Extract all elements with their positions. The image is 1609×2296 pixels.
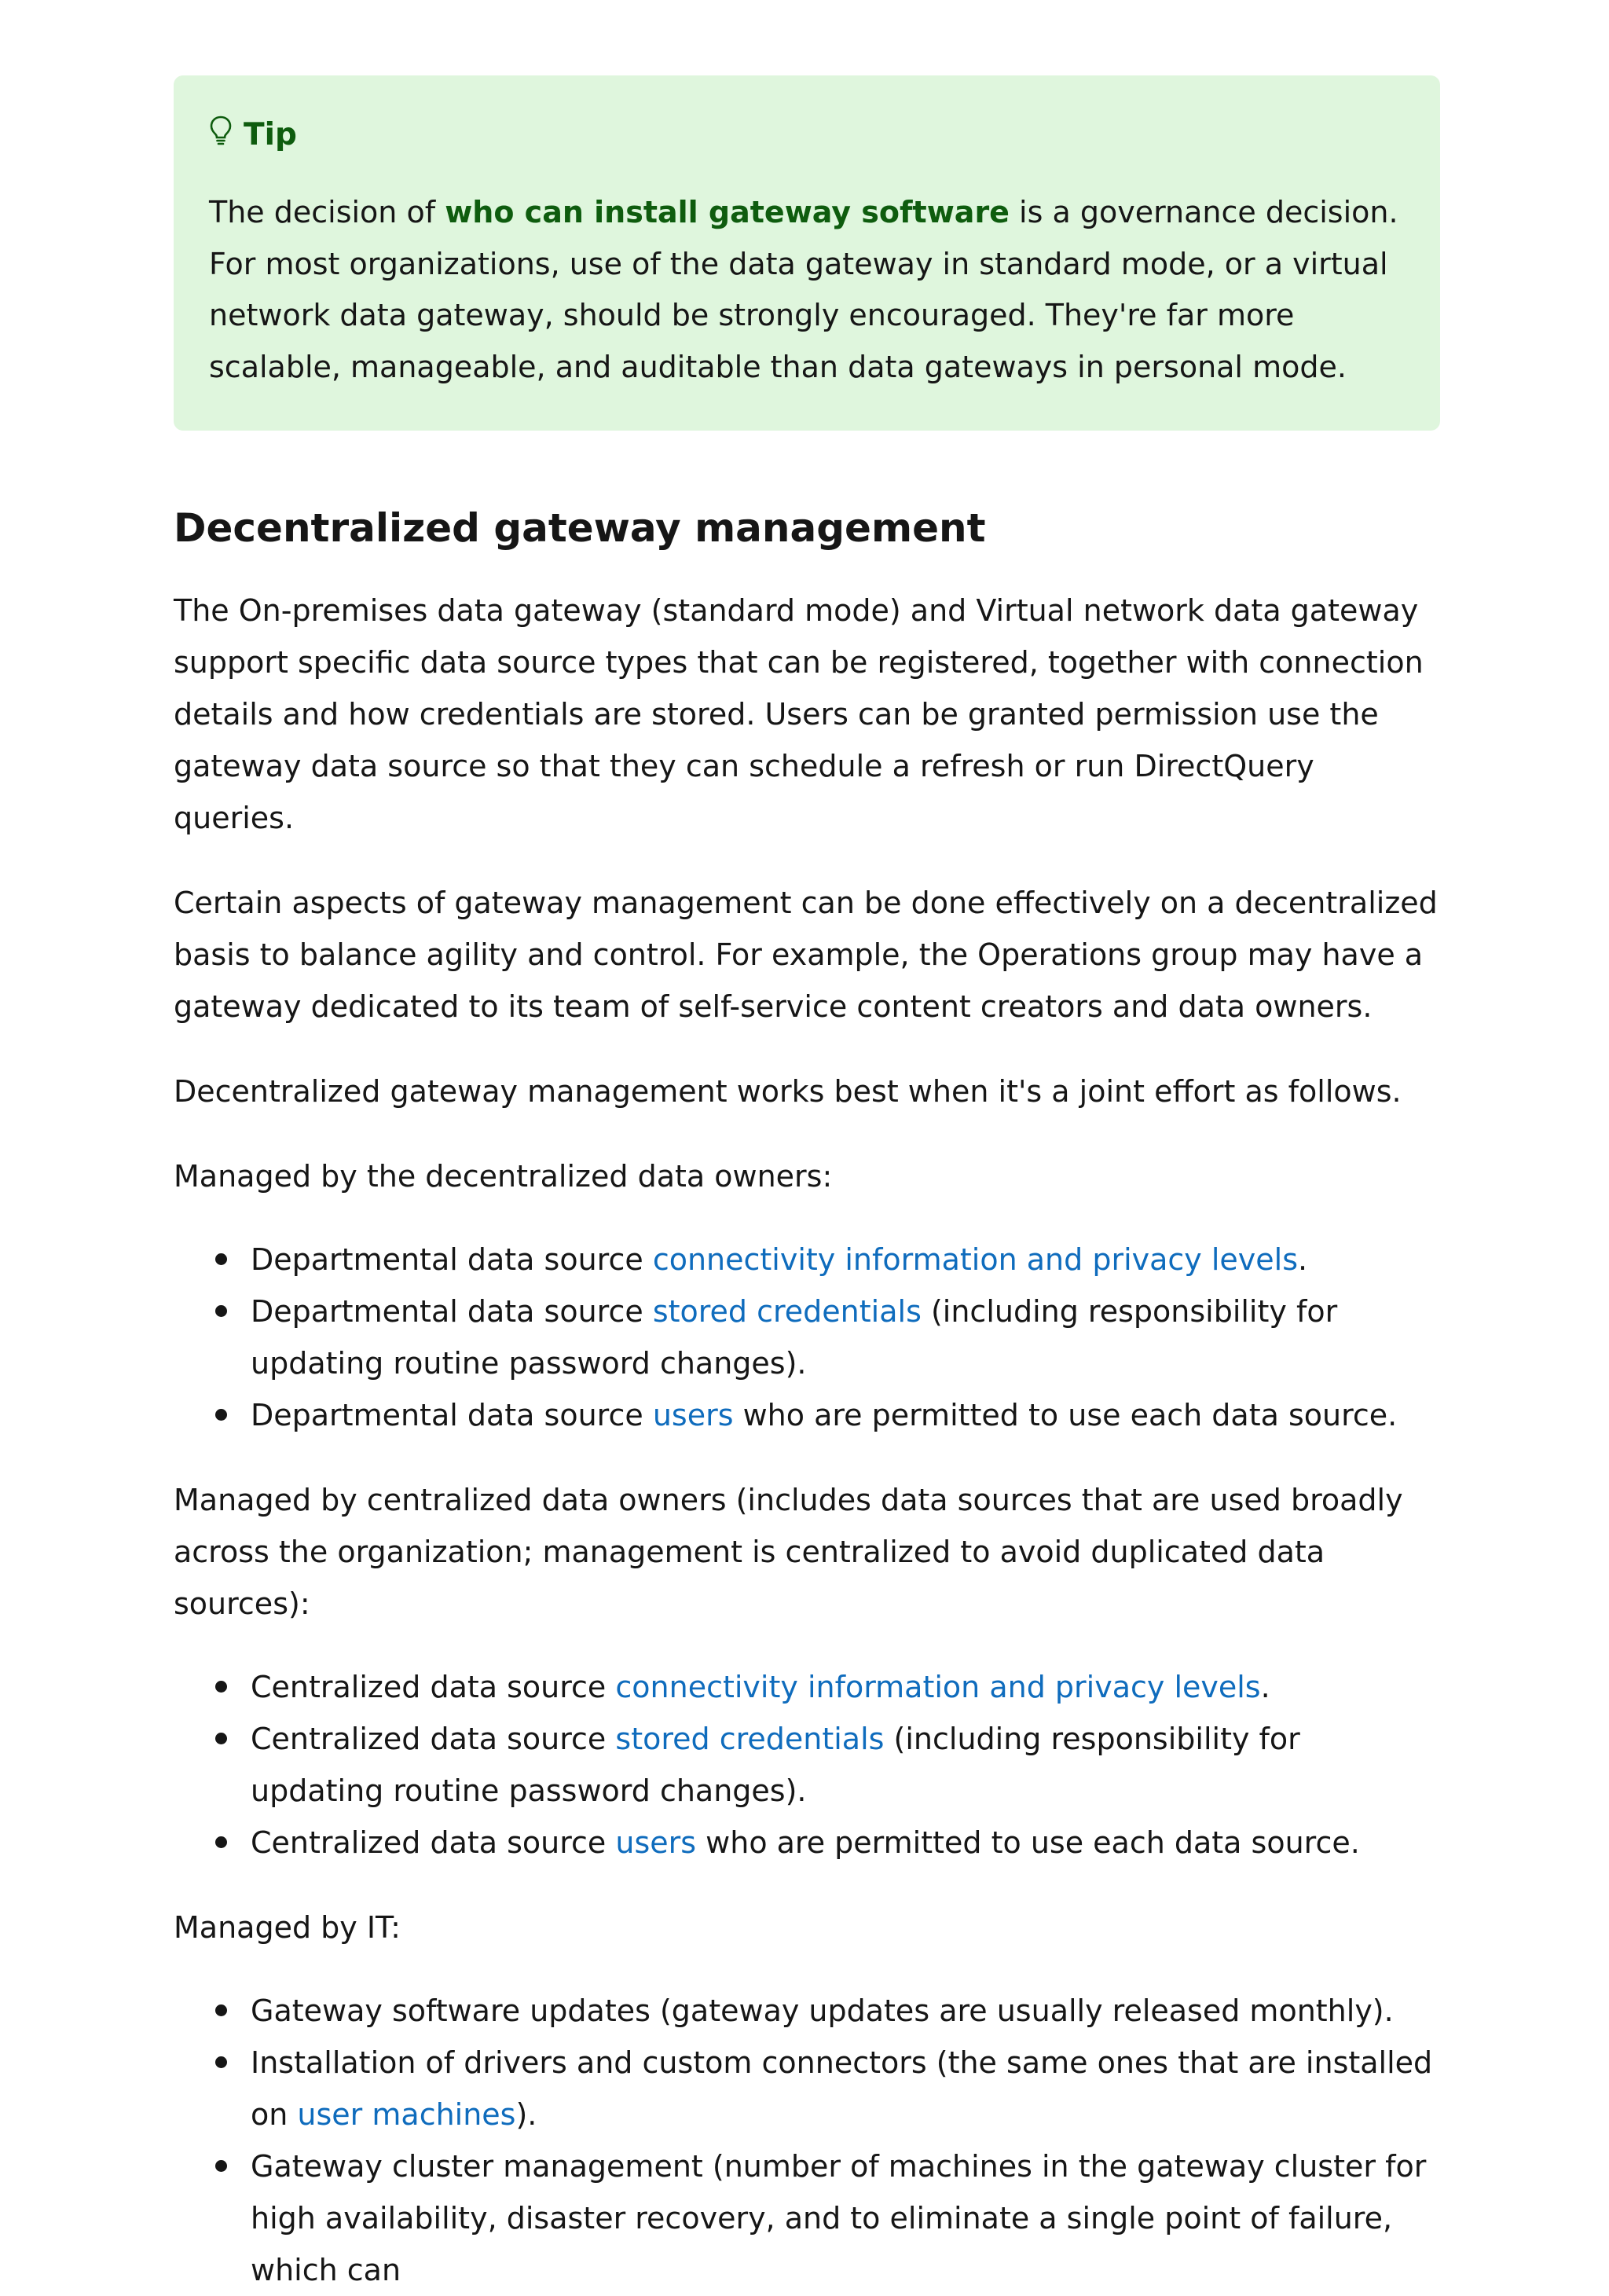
list-item-text: Departmental data source xyxy=(251,1242,653,1277)
centralized-owner-list xyxy=(174,1661,1440,1869)
stored-credentials-link[interactable]: stored credentials xyxy=(615,1722,885,1756)
article-content xyxy=(174,75,1440,2296)
list-item-text: . xyxy=(1298,1242,1308,1277)
tip-header xyxy=(209,112,1402,157)
list-item xyxy=(251,1286,1440,1389)
list-item xyxy=(251,1713,1440,1817)
list-item-text: ). xyxy=(515,2097,537,2132)
list-item xyxy=(251,2140,1440,2296)
lightbulb-icon xyxy=(209,115,244,154)
paragraph-gateway-support: The On-premises data gateway (standard mode) and Virtual network data gateway support specific data source types that can be registered, together with connection details and how credentials are stored. Users can be granted permission use the gateway data source so that they can schedule a refresh or run DirectQuery queries. xyxy=(174,593,1424,835)
user-machines-link[interactable]: user machines xyxy=(297,2097,516,2132)
tip-callout xyxy=(174,75,1440,431)
list-item-text: Centralized data source xyxy=(251,1825,616,1860)
list-item-text: (including responsibility for updating routine password changes). xyxy=(251,1294,1338,1381)
list-item xyxy=(251,1985,1440,2037)
list-item xyxy=(251,1817,1440,1869)
users-link[interactable]: users xyxy=(615,1825,697,1860)
list-item xyxy=(251,2037,1440,2140)
connectivity-privacy-link[interactable]: connectivity information and privacy levels xyxy=(652,1242,1299,1277)
tip-label: Tip xyxy=(244,116,297,152)
users-link[interactable]: users xyxy=(652,1398,734,1432)
it-managed-list xyxy=(174,1985,1440,2296)
decentralized-owner-list xyxy=(174,1234,1440,1441)
list-item-text: (including responsibility for updating routine password changes). xyxy=(251,1722,1300,1808)
list-item-text: Centralized data source xyxy=(251,1722,616,1756)
list-item-text: Centralized data source xyxy=(251,1670,616,1704)
connectivity-privacy-link[interactable]: connectivity information and privacy levels xyxy=(615,1670,1261,1704)
list-item-text: . xyxy=(1260,1670,1270,1704)
tip-text xyxy=(209,187,1402,393)
list-item-text: who are permitted to use each data source. xyxy=(733,1398,1398,1432)
paragraph-decentralized-owners-intro: Managed by the decentralized data owners: xyxy=(174,1159,833,1194)
tip-text-post: is a governance decision. For most organizations, use of the data gateway in standard mode, or a virtual network data gateway, should be strongly encouraged. They're far more scalable, manageable, and auditable than data gateways in personal mode. xyxy=(209,195,1398,384)
list-item xyxy=(251,1389,1440,1441)
list-item-text: Departmental data source xyxy=(251,1398,653,1432)
tip-emphasis: who can install gateway software xyxy=(445,195,1010,229)
list-item-text: who are permitted to use each data source. xyxy=(696,1825,1360,1860)
list-item-text: Gateway software updates (gateway updates are usually released monthly). xyxy=(251,1993,1394,2028)
section-heading: Decentralized gateway management xyxy=(174,505,986,551)
list-item-text: Departmental data source xyxy=(251,1294,653,1329)
tip-text-pre: The decision of xyxy=(209,195,445,229)
stored-credentials-link[interactable]: stored credentials xyxy=(652,1294,922,1329)
paragraph-centralized-owners-intro: Managed by centralized data owners (includes data sources that are used broadly across the organization; management is centralized to avoid duplicated data sources): xyxy=(174,1483,1403,1621)
list-item-text: Gateway cluster management (number of machines in the gateway cluster for high availability, disaster recovery, and to eliminate a single point of failure, which can xyxy=(251,2149,1427,2287)
paragraph-decentralized-basis: Certain aspects of gateway management can be done effectively on a decentralized basis to balance agility and control. For example, the Operations group may have a gateway dedicated to its team of self-service content creators and data owners. xyxy=(174,886,1438,1024)
paragraph-it-intro: Managed by IT: xyxy=(174,1910,401,1945)
list-item xyxy=(251,1234,1440,1286)
paragraph-joint-effort: Decentralized gateway management works best when it's a joint effort as follows. xyxy=(174,1074,1402,1109)
list-item-text: Installation of drivers and custom connectors (the same ones that are installed on xyxy=(251,2045,1433,2132)
list-item xyxy=(251,1661,1440,1713)
